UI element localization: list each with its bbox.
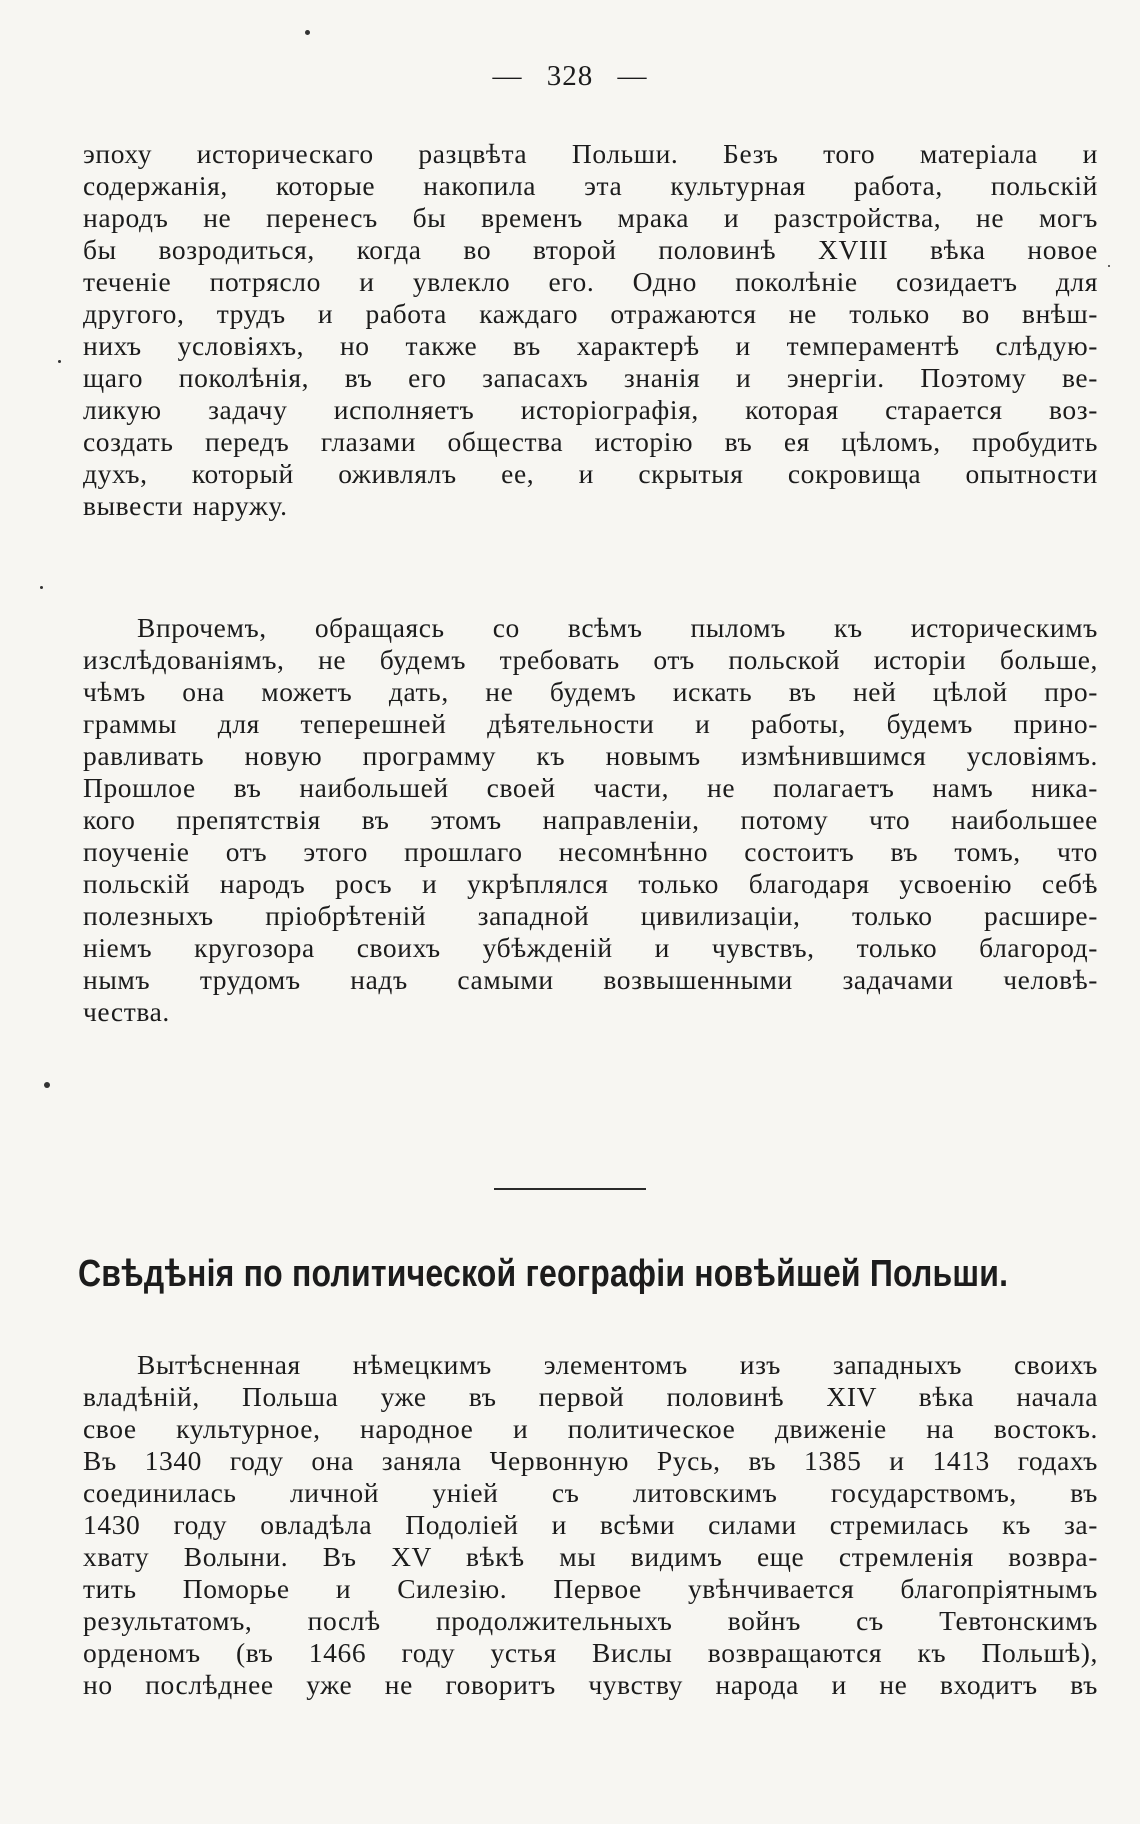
text-line: чѣмъ она можетъ дать, не будемъ искать въ ней цѣлой про- bbox=[83, 676, 1098, 707]
text-line: кого препятствія въ этомъ направленіи, потому что наибольшее bbox=[83, 804, 1098, 835]
text-line: щаго поколѣнія, въ его запасахъ знанія и энергіи. Поэтому ве- bbox=[83, 362, 1098, 393]
page-number-value: 328 bbox=[546, 60, 594, 92]
page-number bbox=[0, 60, 1140, 93]
text-line: соединилась личной уніей съ литовскимъ государствомъ, въ bbox=[83, 1477, 1098, 1508]
ink-speck bbox=[40, 586, 43, 589]
text-line: чества. bbox=[83, 996, 170, 1027]
text-line: нымъ трудомъ надъ самыми возвышенными задачами человѣ- bbox=[83, 964, 1098, 995]
section-heading: Свѣдѣнія по политической географіи новѣйшей Польши. bbox=[78, 1252, 1009, 1295]
ink-speck bbox=[58, 360, 61, 363]
text-line: владѣній, Польша уже въ первой половинѣ XIV вѣка начала bbox=[83, 1381, 1098, 1412]
text-line: свое культурное, народное и политическое движеніе на востокъ. bbox=[83, 1413, 1098, 1444]
text-line: хвату Волыни. Въ XV вѣкѣ мы видимъ еще стремленія возвра- bbox=[83, 1541, 1098, 1572]
paragraph-2 bbox=[83, 612, 1098, 1028]
text-line: вывести наружу. bbox=[83, 490, 288, 521]
text-line: Прошлое въ наибольшей своей части, не полагаетъ намъ ника- bbox=[83, 772, 1098, 803]
text-line: создать передъ глазами общества исторію въ ея цѣломъ, пробудить bbox=[83, 426, 1098, 457]
text-line: орденомъ (въ 1466 году устья Вислы возвращаются къ Польшѣ), bbox=[83, 1637, 1098, 1668]
text-line: Впрочемъ, обращаясь со всѣмъ пыломъ къ историческимъ bbox=[137, 612, 1098, 643]
text-line: эпоху историческаго разцвѣта Польши. Безъ того матеріала и bbox=[83, 138, 1098, 169]
text-line: ніемъ кругозора своихъ убѣжденій и чувствъ, только благород- bbox=[83, 932, 1098, 963]
section-divider bbox=[494, 1188, 646, 1190]
text-line: 1430 году овладѣла Подоліей и всѣми силами стремилась къ за- bbox=[83, 1509, 1098, 1540]
page-number-dash-left: — bbox=[492, 60, 523, 92]
text-line: народъ не перенесъ бы временъ мрака и разстройства, не могъ bbox=[83, 202, 1098, 233]
paragraph-3 bbox=[83, 1349, 1098, 1701]
text-line: но послѣднее уже не говоритъ чувству народа и не входитъ въ bbox=[83, 1669, 1098, 1700]
ink-speck bbox=[44, 1082, 50, 1088]
text-line: изслѣдованіямъ, не будемъ требовать отъ польской исторіи больше, bbox=[83, 644, 1098, 675]
text-line: тить Поморье и Силезію. Первое увѣнчивается благопріятнымъ bbox=[83, 1573, 1098, 1604]
text-line: содержанія, которые накопила эта культурная работа, польскій bbox=[83, 170, 1098, 201]
text-line: Въ 1340 году она заняла Червонную Русь, въ 1385 и 1413 годахъ bbox=[83, 1445, 1098, 1476]
ink-speck bbox=[1108, 265, 1110, 267]
text-line: бы возродиться, когда во второй половинѣ XVIII вѣка новое bbox=[83, 234, 1098, 265]
text-line: польскій народъ росъ и укрѣплялся только благодаря усвоенію себѣ bbox=[83, 868, 1098, 899]
text-line: поученіе отъ этого прошлаго несомнѣнно состоитъ въ томъ, что bbox=[83, 836, 1098, 867]
text-line: граммы для теперешней дѣятельности и работы, будемъ прино- bbox=[83, 708, 1098, 739]
text-line: теченіе потрясло и увлекло его. Одно поколѣніе созидаетъ для bbox=[83, 266, 1098, 297]
text-line: нихъ условіяхъ, но также въ характерѣ и темпераментѣ слѣдую- bbox=[83, 330, 1098, 361]
text-line: духъ, который оживлялъ ее, и скрытыя сокровища опытности bbox=[83, 458, 1098, 489]
text-line: равливать новую программу къ новымъ измѣнившимся условіямъ. bbox=[83, 740, 1098, 771]
text-line: результатомъ, послѣ продолжительныхъ войнъ съ Тевтонскимъ bbox=[83, 1605, 1098, 1636]
paragraph-1 bbox=[83, 138, 1098, 522]
text-line: полезныхъ пріобрѣтеній западной цивилизаціи, только расшире- bbox=[83, 900, 1098, 931]
text-line: ликую задачу исполняетъ исторіографія, которая старается воз- bbox=[83, 394, 1098, 425]
page-number-dash-right: — bbox=[617, 60, 648, 92]
text-line: другого, трудъ и работа каждаго отражаются не только во внѣш- bbox=[83, 298, 1098, 329]
ink-speck bbox=[305, 30, 310, 35]
text-line: Вытѣсненная нѣмецкимъ элементомъ изъ западныхъ своихъ bbox=[137, 1349, 1098, 1380]
